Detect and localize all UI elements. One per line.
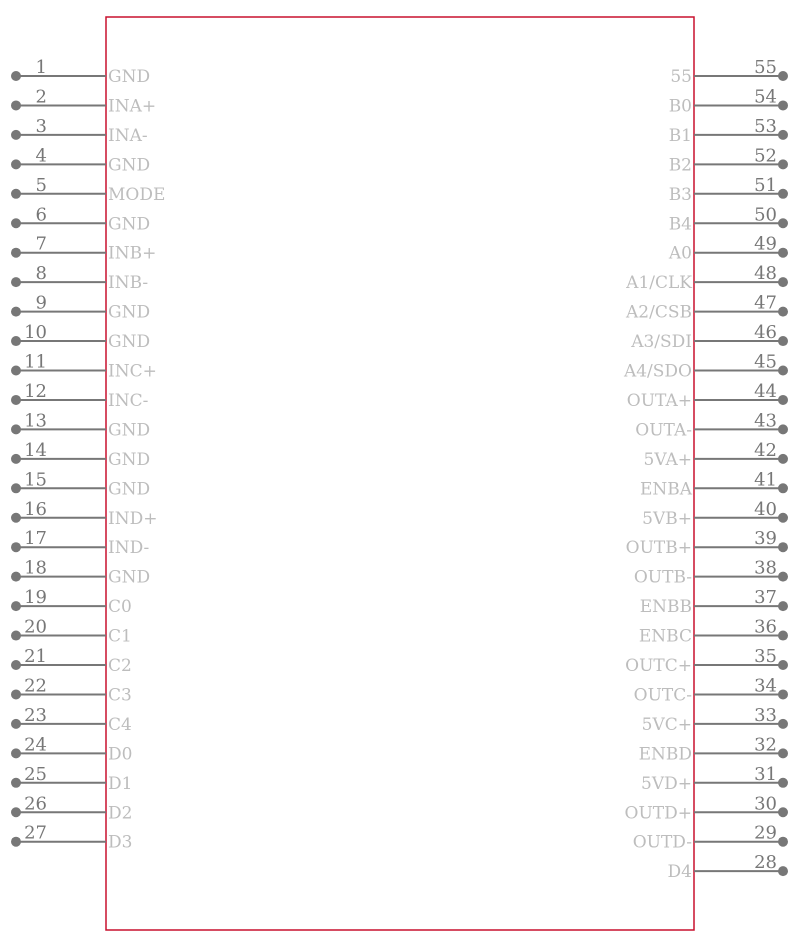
pin-terminal-dot [11, 748, 21, 758]
pin-name: OUTB- [633, 567, 692, 588]
pin-terminal-dot [778, 248, 788, 258]
pin-number: 28 [754, 852, 777, 874]
pin-18 [11, 558, 150, 588]
pin-number: 55 [754, 57, 777, 78]
right-pin-group [623, 57, 788, 882]
pin-39 [626, 528, 788, 558]
pin-terminal-dot [11, 336, 21, 346]
pin-terminal-dot [11, 719, 21, 729]
pin-name: OUTD- [632, 832, 692, 853]
pin-terminal-dot [778, 130, 788, 140]
pin-name: INB- [108, 273, 149, 294]
pin-terminal-dot [778, 660, 788, 670]
pin-name: INA+ [108, 96, 157, 117]
pin-terminal-dot [11, 513, 21, 523]
pin-number: 18 [24, 557, 47, 579]
pin-terminal-dot [778, 866, 788, 876]
pin-number: 26 [24, 793, 47, 815]
pin-terminal-dot [778, 159, 788, 169]
pin-11 [11, 352, 157, 382]
pin-terminal-dot [778, 807, 788, 817]
pin-name: B4 [668, 214, 692, 235]
pin-name: 5VC+ [641, 714, 692, 735]
pin-number: 42 [754, 439, 777, 461]
pin-17 [11, 528, 149, 558]
pin-46 [630, 322, 788, 352]
pin-name: OUTA+ [626, 390, 692, 411]
pin-terminal-dot [778, 542, 788, 552]
pin-name: INB+ [108, 243, 157, 264]
pin-name: ENBD [638, 744, 692, 765]
pin-name: ENBA [639, 479, 692, 500]
pin-number: 44 [754, 380, 777, 402]
pin-22 [11, 675, 132, 705]
pin-3 [11, 116, 148, 146]
pin-terminal-dot [778, 307, 788, 317]
pin-terminal-dot [11, 807, 21, 817]
pin-name: GND [108, 155, 151, 176]
pin-terminal-dot [11, 601, 21, 611]
pin-23 [11, 705, 132, 735]
pin-name: IND- [108, 538, 150, 559]
pin-terminal-dot [11, 542, 21, 552]
pin-number: 34 [754, 675, 777, 697]
pin-4 [11, 145, 150, 175]
pin-number: 27 [24, 822, 47, 844]
pin-name: D2 [108, 803, 133, 824]
pin-name: OUTD+ [624, 803, 692, 824]
pin-number: 16 [24, 498, 47, 520]
pin-name: ENBC [638, 626, 692, 647]
pin-name: A2/CSB [626, 302, 692, 323]
pin-name: C1 [108, 626, 132, 647]
pin-52 [669, 145, 788, 175]
pin-number: 25 [24, 763, 47, 785]
pin-name: B2 [668, 155, 692, 176]
pin-terminal-dot [11, 778, 21, 788]
pin-9 [11, 293, 150, 323]
pin-name: IND+ [108, 508, 158, 529]
pin-terminal-dot [778, 719, 788, 729]
pin-terminal-dot [11, 71, 21, 81]
pin-number: 31 [754, 763, 777, 785]
pin-51 [669, 175, 788, 205]
pin-name: OUTB+ [625, 538, 692, 559]
pin-number: 13 [24, 410, 47, 432]
pin-terminal-dot [11, 218, 21, 228]
pin-36 [639, 617, 788, 647]
pin-25 [11, 764, 132, 794]
pin-terminal-dot [778, 689, 788, 699]
pin-number: 6 [35, 204, 47, 226]
pin-number: 2 [35, 86, 47, 108]
pin-name: ENBB [639, 597, 692, 618]
pin-54 [669, 86, 788, 116]
pin-30 [625, 793, 788, 823]
pin-terminal-dot [11, 483, 21, 493]
pin-number: 4 [35, 145, 47, 167]
pin-48 [625, 263, 788, 293]
pin-number: 39 [754, 528, 777, 550]
pin-number: 24 [24, 734, 47, 756]
pin-terminal-dot [11, 660, 21, 670]
pin-name: OUTC+ [625, 656, 692, 676]
pin-name: MODE [108, 184, 166, 205]
pin-40 [642, 499, 788, 529]
pin-terminal-dot [778, 572, 788, 582]
pin-name: GND [108, 332, 151, 353]
pin-8 [11, 263, 148, 293]
pin-terminal-dot [11, 572, 21, 582]
pin-terminal-dot [11, 277, 21, 287]
pin-42 [644, 440, 788, 470]
pin-27 [11, 823, 132, 853]
pin-terminal-dot [778, 513, 788, 523]
pin-number: 22 [24, 675, 47, 697]
pin-number: 47 [754, 292, 777, 314]
pin-47 [625, 293, 788, 323]
pin-name: A3/SDI [631, 332, 692, 353]
pin-number: 8 [35, 263, 47, 285]
pin-name: GND [108, 449, 151, 470]
pin-name: OUTA- [635, 420, 692, 441]
pin-5 [11, 175, 165, 205]
pin-number: 15 [24, 469, 47, 491]
pin-number: 19 [24, 587, 47, 609]
pin-name: C0 [108, 597, 132, 618]
pin-55 [670, 57, 788, 87]
pin-12 [11, 381, 148, 411]
pin-name: OUTC- [633, 685, 692, 706]
pin-terminal-dot [11, 424, 21, 434]
pin-number: 32 [754, 734, 777, 756]
pin-1 [11, 57, 150, 87]
pin-terminal-dot [778, 395, 788, 405]
pin-number: 49 [754, 233, 777, 255]
pin-number: 17 [24, 528, 47, 550]
pin-terminal-dot [11, 100, 21, 110]
pin-terminal-dot [778, 631, 788, 641]
pin-name: B0 [668, 96, 692, 117]
pin-number: 1 [35, 57, 47, 78]
pin-number: 38 [754, 557, 777, 579]
pin-name: GND [108, 420, 151, 441]
pin-21 [11, 646, 132, 676]
pin-number: 41 [754, 469, 777, 491]
pin-name: D1 [108, 773, 133, 794]
pin-name: GND [108, 67, 151, 87]
pin-31 [641, 764, 788, 794]
pin-terminal-dot [778, 277, 788, 287]
pin-50 [669, 204, 788, 234]
pin-26 [11, 793, 132, 823]
pin-number: 37 [754, 587, 777, 609]
pin-number: 20 [24, 616, 47, 638]
pin-number: 3 [35, 115, 47, 137]
pin-number: 50 [754, 204, 777, 226]
pin-41 [640, 469, 788, 499]
pin-name: B1 [668, 125, 692, 146]
pin-terminal-dot [778, 837, 788, 847]
pin-16 [11, 499, 157, 529]
pin-terminal-dot [11, 366, 21, 376]
pin-number: 33 [754, 704, 777, 726]
pin-number: 10 [24, 322, 47, 344]
pin-name: 5VA+ [643, 449, 692, 470]
pin-terminal-dot [11, 159, 21, 169]
pin-14 [11, 440, 150, 470]
pin-name: D0 [108, 744, 133, 765]
pin-terminal-dot [11, 689, 21, 699]
pin-number: 43 [754, 410, 777, 432]
pin-name: GND [108, 567, 151, 588]
pin-15 [11, 469, 150, 499]
pin-35 [625, 646, 788, 676]
pin-number: 52 [754, 145, 777, 167]
pin-number: 12 [24, 380, 47, 402]
pin-terminal-dot [11, 307, 21, 317]
pin-number: 29 [754, 822, 777, 844]
pin-49 [668, 234, 788, 264]
pin-number: 23 [24, 704, 47, 726]
pin-28 [668, 852, 788, 882]
pin-34 [634, 675, 788, 705]
pin-10 [11, 322, 150, 352]
pin-terminal-dot [778, 366, 788, 376]
pin-terminal-dot [778, 601, 788, 611]
pin-name: C3 [108, 685, 132, 706]
pin-terminal-dot [778, 336, 788, 346]
pin-name: INC+ [108, 361, 157, 382]
pin-number: 9 [35, 292, 47, 314]
left-pin-group [11, 57, 165, 853]
pin-number: 51 [754, 174, 777, 196]
pin-name: A4/SDO [623, 361, 692, 382]
pin-terminal-dot [11, 130, 21, 140]
pin-terminal-dot [778, 454, 788, 464]
pin-20 [11, 617, 132, 647]
pin-number: 53 [754, 115, 777, 137]
pin-name: GND [108, 479, 151, 500]
pin-name: C4 [108, 714, 132, 735]
pin-number: 14 [24, 439, 47, 461]
pin-name: D3 [108, 832, 133, 853]
pin-name: 5VB+ [642, 508, 692, 529]
pin-44 [627, 381, 788, 411]
pin-33 [642, 705, 788, 735]
pin-terminal-dot [11, 248, 21, 258]
pin-terminal-dot [778, 218, 788, 228]
pin-number: 48 [754, 263, 777, 285]
pin-7 [11, 234, 156, 264]
pin-name: C2 [108, 656, 132, 676]
pin-number: 11 [24, 351, 47, 373]
component-body [106, 17, 694, 930]
pin-name: INA- [108, 125, 148, 146]
pin-29 [633, 823, 788, 853]
pin-43 [635, 410, 788, 440]
pin-name: B3 [668, 184, 692, 205]
pin-2 [11, 86, 156, 116]
pin-45 [623, 352, 788, 382]
pin-number: 36 [754, 616, 777, 638]
pin-terminal-dot [11, 395, 21, 405]
pin-19 [11, 587, 132, 617]
pin-number: 46 [754, 322, 777, 344]
pin-38 [634, 558, 788, 588]
pin-name: A0 [668, 243, 692, 264]
pin-number: 21 [24, 646, 47, 667]
pin-53 [669, 116, 788, 146]
pin-number: 35 [754, 646, 777, 667]
pin-terminal-dot [778, 71, 788, 81]
pin-terminal-dot [778, 483, 788, 493]
pin-13 [11, 410, 150, 440]
pin-terminal-dot [11, 189, 21, 199]
pin-name: GND [108, 302, 151, 323]
pin-name: 55 [670, 67, 692, 87]
pin-terminal-dot [778, 778, 788, 788]
pin-terminal-dot [11, 631, 21, 641]
pin-number: 5 [35, 174, 47, 196]
pin-terminal-dot [778, 748, 788, 758]
pin-name: GND [108, 214, 151, 235]
pin-32 [639, 734, 788, 764]
pin-name: D4 [667, 862, 692, 883]
pin-terminal-dot [11, 837, 21, 847]
pin-6 [11, 204, 150, 234]
pin-terminal-dot [778, 100, 788, 110]
pin-name: 5VD+ [641, 773, 692, 794]
pin-number: 45 [754, 351, 777, 373]
pin-37 [640, 587, 788, 617]
pin-24 [11, 734, 132, 764]
pin-terminal-dot [778, 424, 788, 434]
pin-number: 7 [35, 233, 47, 255]
pin-number: 40 [754, 498, 777, 520]
pin-name: INC- [108, 390, 149, 411]
pin-number: 30 [754, 793, 777, 815]
pin-terminal-dot [11, 454, 21, 464]
pin-number: 54 [754, 86, 777, 108]
pin-name: A1/CLK [626, 273, 692, 294]
pin-terminal-dot [778, 189, 788, 199]
